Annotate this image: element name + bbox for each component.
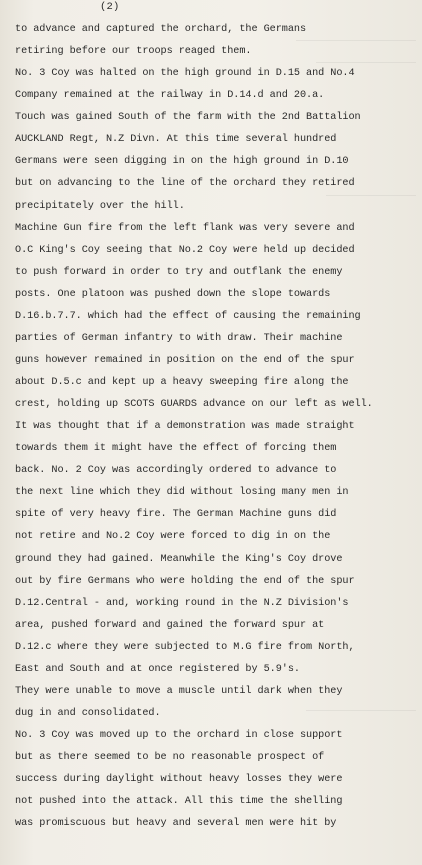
text-line: about D.5.c and kept up a heavy sweeping fire along the	[15, 377, 349, 388]
text-line: to push forward in order to try and outflank the enemy	[15, 266, 343, 278]
text-line: crest, holding up SCOTS GUARDS advance on our left as well.	[15, 399, 373, 411]
text-line: success during daylight without heavy losses they were	[15, 774, 343, 786]
text-line: spite of very heavy fire. The German Machine guns did	[15, 509, 337, 521]
page-number: (2)	[100, 1, 120, 13]
text-line: parties of German infantry to with draw. Their machine	[15, 332, 343, 344]
text-line: out by fire Germans who were holding the end of the spur	[15, 575, 355, 587]
text-line: to advance and captured the orchard, the Germans	[15, 24, 307, 35]
text-line: retiring before our troops reaged them.	[15, 46, 252, 58]
text-line: dug in and consolidated.	[15, 707, 161, 719]
text-line: It was thought that if a demonstration was made straight	[15, 421, 355, 433]
text-line: the next line which they did without losing many men in	[15, 487, 349, 499]
text-line: O.C King's Coy seeing that No.2 Coy were held up decided	[15, 244, 355, 256]
text-line: AUCKLAND Regt, N.Z Divn. At this time several hundred	[15, 134, 337, 146]
text-line: guns however remained in position on the end of the spur	[15, 354, 355, 366]
text-line: They were unable to move a muscle until dark when they	[15, 685, 343, 697]
text-line: not retire and No.2 Coy were forced to dig in on the	[15, 531, 331, 543]
text-line: not pushed into the attack. All this time the shelling	[15, 796, 343, 808]
text-line: Machine Gun fire from the left flank was very severe and	[15, 222, 355, 234]
text-line: Germans were seen digging in on the high ground in D.10	[15, 156, 349, 168]
text-line: No. 3 Coy was moved up to the orchard in close support	[15, 730, 343, 741]
text-line: precipitately over the hill.	[15, 200, 185, 212]
text-line: back. No. 2 Coy was accordingly ordered to advance to	[15, 465, 337, 477]
text-line: towards them it might have the effect of forcing them	[15, 443, 337, 455]
text-line: D.12.c where they were subjected to M.G fire from North,	[15, 641, 355, 653]
text-line: Company remained at the railway in D.14.d and 20.a.	[15, 90, 325, 102]
text-line: was promiscuous but heavy and several men were hit by	[15, 818, 337, 830]
text-line: posts. One platoon was pushed down the slope towards	[15, 288, 331, 300]
text-line: Touch was gained South of the farm with the 2nd Battalion	[15, 112, 361, 124]
text-line: but on advancing to the line of the orchard they retired	[15, 178, 355, 190]
text-line: but as there seemed to be no reasonable prospect of	[15, 752, 325, 764]
text-line: ground they had gained. Meanwhile the King's Coy drove	[15, 553, 343, 565]
text-line: No. 3 Coy was halted on the high ground in D.15 and No.4	[15, 68, 355, 80]
text-line: area, pushed forward and gained the forward spur at	[15, 619, 325, 631]
text-line: D.12.Central - and, working round in the N.Z Division's	[15, 597, 349, 609]
body-text	[15, 19, 419, 835]
text-line: D.16.b.7.7. which had the effect of causing the remaining	[15, 310, 361, 322]
text-line: East and South and at once registered by 5.9's.	[15, 663, 300, 675]
